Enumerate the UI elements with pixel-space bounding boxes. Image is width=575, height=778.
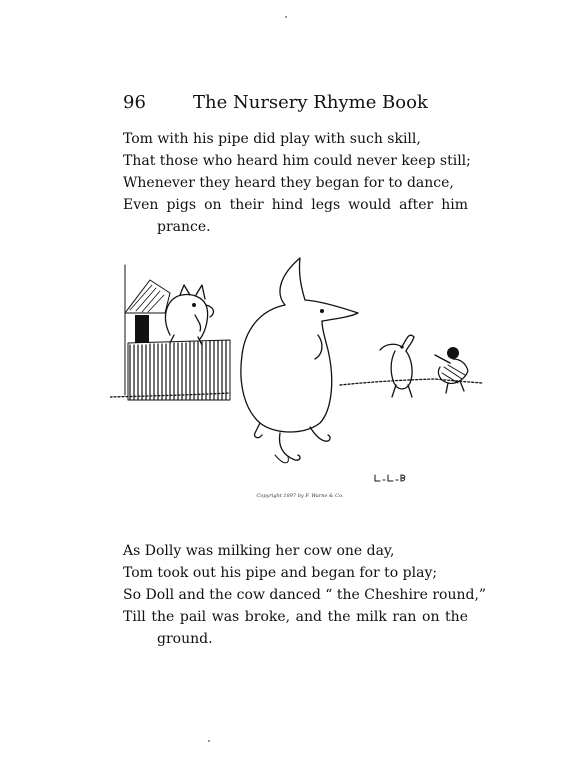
verse-line: prance.	[157, 219, 211, 235]
stanza-two	[123, 540, 487, 650]
verse-line: ground.	[157, 631, 213, 647]
pig-dance-illustration	[110, 255, 485, 505]
verse-line: Whenever they heard they began for to dance,	[123, 175, 454, 191]
page-number: 96	[123, 92, 146, 113]
verse-line: That those who heard him could never keep still;	[123, 153, 471, 169]
copyright-credit: Copyright 1897 by F. Warne & Co.	[256, 493, 344, 499]
top-speck	[285, 16, 287, 18]
verse-line: Tom with his pipe did play with such skill,	[123, 131, 421, 147]
page-header	[123, 92, 443, 116]
bottom-speck	[208, 740, 210, 742]
hut	[125, 280, 170, 343]
pig-on-fence	[166, 285, 214, 345]
tom-figure	[435, 347, 468, 393]
stanza-one	[123, 128, 471, 238]
verse-line: So Doll and the cow danced “ the Cheshire round,”	[123, 587, 487, 603]
verse-line: Till the pail was broke, and the milk ran on the	[123, 609, 468, 625]
small-pig	[380, 335, 414, 397]
verse-line: As Dolly was milking her cow one day,	[123, 543, 395, 559]
book-title: The Nursery Rhyme Book	[193, 92, 428, 113]
verse-line: Even pigs on their hind legs would after him	[123, 197, 468, 213]
dancing-pig	[241, 258, 358, 463]
verse-line: Tom took out his pipe and began for to play;	[123, 565, 438, 581]
artist-signature	[375, 475, 405, 481]
